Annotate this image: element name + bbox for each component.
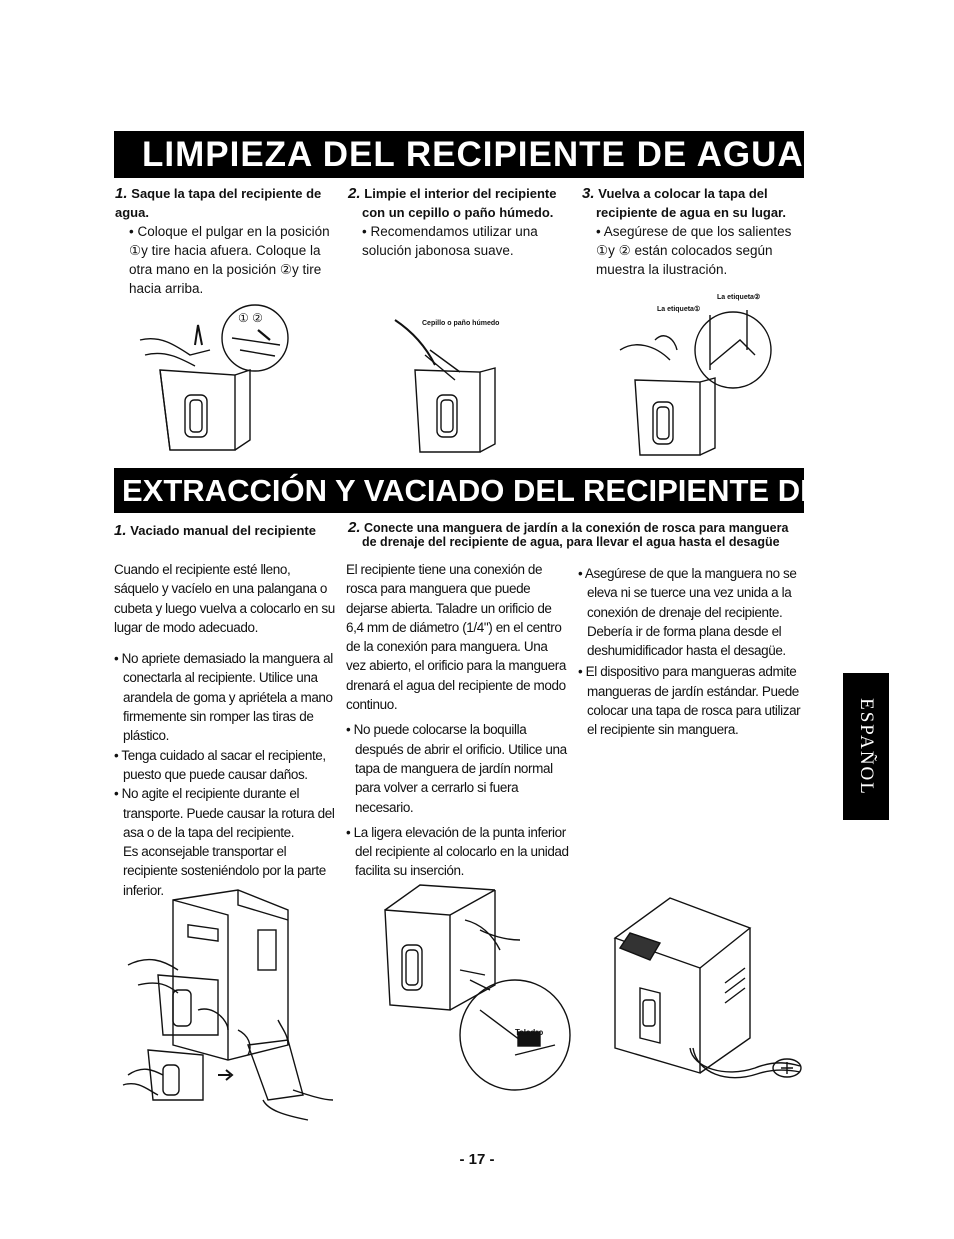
- text-line: después de abrir el orificio. Utilice una: [355, 741, 567, 757]
- text-line: dejarse abierta. Taladre un orificio de: [346, 600, 552, 616]
- text-line: otra mano en la posición ②y tire: [129, 262, 322, 277]
- drill-label: Taladro: [515, 1028, 544, 1037]
- text-line: • No apriete demasiado la manguera al: [114, 651, 333, 667]
- language-tab-label: ESPAÑOL: [856, 697, 877, 796]
- text-line: • Recomendamos utilizar una: [362, 224, 538, 239]
- step-heading: Vaciado manual del recipiente: [130, 523, 316, 538]
- text-line: para volver a cerrarlo si fuera: [355, 780, 519, 796]
- section2-step2-heading: [348, 521, 818, 549]
- brush-label: Cepillo o paño húmedo: [422, 320, 500, 327]
- section1-step1: [115, 184, 345, 298]
- section2-title: EXTRACCIÓN Y VACIADO DEL RECIPIENTE DE AGUA: [114, 468, 804, 513]
- text-line: plástico.: [123, 728, 169, 744]
- text-line: muestra la ilustración.: [596, 262, 728, 277]
- text-line: • Tenga cuidado al sacar el recipiente,: [114, 747, 326, 763]
- step-heading: recipiente de agua en su lugar.: [596, 205, 787, 220]
- text-line: Es aconsejable transportar el: [123, 844, 287, 860]
- text-line: eleva ni se tuerce una vez unida a la: [587, 585, 792, 601]
- section2-col2: [346, 560, 574, 881]
- text-line: deshumidificador hasta el desagüe.: [587, 643, 786, 659]
- text-line: necesario.: [355, 799, 414, 815]
- text-line: • Asegúrese de que los salientes: [596, 224, 792, 239]
- section1-step2: [348, 184, 578, 260]
- text-line: tapa de manguera de jardín normal: [355, 760, 553, 776]
- text-line: lugar de modo adecuado.: [114, 619, 258, 635]
- text-line: • Coloque el pulgar en la posición: [129, 224, 330, 239]
- text-line: conexión de drenaje del recipiente.: [587, 604, 783, 620]
- svg-text:① ②: ① ②: [238, 311, 263, 325]
- text-line: continuo.: [346, 697, 398, 713]
- text-line: ①y ② están colocados según: [596, 243, 773, 258]
- text-line: • No agite el recipiente durante el: [114, 786, 300, 802]
- text-line: mangueras de jardín estándar. Puede: [587, 683, 799, 699]
- step-heading: Conecte una manguera de jardín a la conexión de rosca para manguera: [364, 521, 789, 535]
- section1-title: LIMPIEZA DEL RECIPIENTE DE AGUA: [114, 131, 804, 178]
- tag2-label: La etiqueta②: [717, 294, 761, 301]
- replace-lid-illustration: [615, 310, 775, 460]
- text-line: • El dispositivo para mangueras admite: [578, 664, 797, 680]
- text-line: rosca para manguera que puede: [346, 581, 531, 597]
- step-number: 1.: [115, 185, 128, 202]
- text-line: • Asegúrese de que la manguera no se: [578, 566, 797, 581]
- text-line: 6,4 mm de diámetro (1/4") en el centro: [346, 619, 562, 635]
- text-line: • La ligera elevación de la punta inferior: [346, 824, 566, 840]
- text-line: colocar una tapa de rosca para utilizar: [587, 703, 801, 719]
- section2-col1: [114, 560, 344, 900]
- carry-bucket-illustration: [118, 885, 348, 1135]
- text-line: Cuando el recipiente esté lleno,: [114, 562, 291, 577]
- text-line: cubeta y luego vuelva a colocarlo en su: [114, 600, 335, 616]
- text-line: de la conexión para manguera. Una: [346, 639, 548, 655]
- text-line: solución jabonosa suave.: [362, 243, 514, 258]
- text-line: inferior.: [123, 882, 164, 898]
- text-line: ①y tire hacia afuera. Coloque la: [129, 243, 321, 258]
- text-line: vez abierto, el orificio para la manguera: [346, 658, 566, 674]
- text-line: puesto que puede causar daños.: [123, 766, 308, 782]
- dehumidifier-hose-illustration: [605, 888, 805, 1108]
- text-line: El recipiente tiene una conexión de: [346, 562, 543, 577]
- text-line: transporte. Puede causar la rotura del: [123, 805, 335, 821]
- section2-step1-heading: [114, 521, 344, 540]
- tag1-label: La etiqueta①: [657, 306, 701, 313]
- brush-illustration: [395, 310, 515, 460]
- text-line: conectarla al recipiente. Utilice una: [123, 670, 318, 686]
- text-line: firmemente sin romper las tiras de: [123, 709, 314, 725]
- step-number: 3.: [582, 185, 595, 202]
- text-line: • No puede colocarse la boquilla: [346, 722, 527, 738]
- page-number: - 17 -: [459, 1151, 495, 1168]
- text-line: el recipiente sin manguera.: [587, 722, 739, 738]
- drill-hose-illustration: [380, 880, 580, 1095]
- step-number: 1.: [114, 522, 127, 539]
- step-heading: Vuelva a colocar la tapa del: [598, 186, 768, 201]
- text-line: facilita su inserción.: [355, 863, 465, 879]
- text-line: drenará el agua del recipiente de modo: [346, 677, 566, 693]
- step-heading: Saque la tapa del recipiente de agua.: [115, 186, 322, 220]
- text-line: del recipiente al colocarlo en la unidad: [355, 844, 569, 860]
- text-line: sáquelo y vacíelo en una palangana o: [114, 581, 328, 597]
- section2-col3: [578, 564, 810, 740]
- step-heading: Limpie el interior del recipiente: [364, 186, 557, 201]
- step-heading: de drenaje del recipiente de agua, para llevar el agua hasta el desagüe: [362, 535, 780, 549]
- text-line: hacia arriba.: [129, 281, 204, 296]
- section1-step3: [582, 184, 812, 279]
- step-number: 2.: [348, 519, 361, 536]
- language-tab: [843, 673, 889, 820]
- remove-lid-illustration: [140, 300, 300, 460]
- text-line: recipiente sosteniéndolo por la parte: [123, 863, 326, 879]
- step-heading: con un cepillo o paño húmedo.: [362, 205, 554, 220]
- text-line: Debería ir de forma plana desde el: [587, 623, 782, 639]
- text-line: asa o de la tapa del recipiente.: [123, 824, 295, 840]
- text-line: arandela de goma y apriétela a mano: [123, 689, 333, 705]
- step-number: 2.: [348, 185, 361, 202]
